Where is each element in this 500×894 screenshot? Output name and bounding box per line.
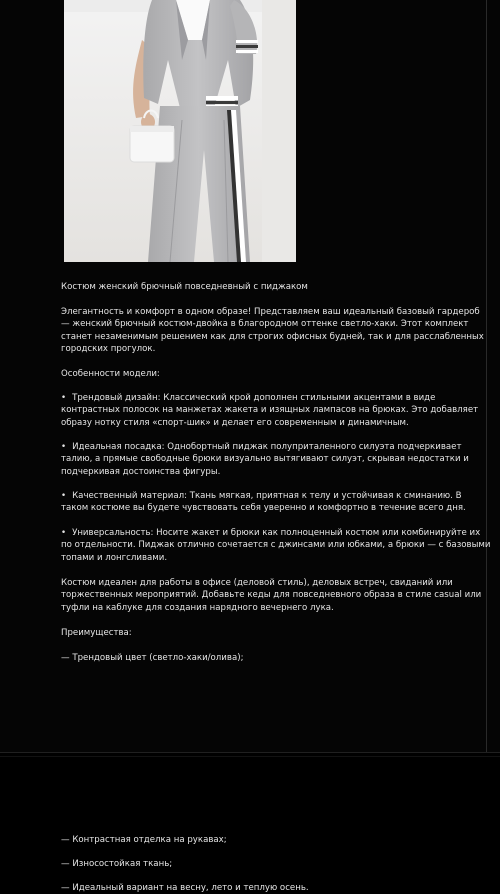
bullet-icon: • (61, 491, 67, 501)
usage-paragraph: Костюм идеален для работы в офисе (деловой стиль), деловых встреч, свиданий или торжественных мероприятий. Добавьте кеды для повседневного образа в стиле casual или туфли на каблуке для создания нарядного вечернего лука. (61, 578, 482, 613)
feature-text: Трендовый дизайн: Классический крой дополнен стильными акцентами в виде контрастных полосок на манжетах жакета и изящных лампасов на брюках. Это добавляет образу нотку стиля «спорт-шик» и делает его современным и динамичным. (61, 393, 479, 428)
feature-text: Качественный материал: Ткань мягкая, приятная к телу и устойчивая к сминанию. В таком костюме вы будете чувствовать себя уверенно и комфортно в течение всего дня. (61, 491, 466, 514)
divider (0, 752, 500, 753)
feature-text: Идеальная посадка: Однобортный пиджак полуприталенного силуэта подчеркивает талию, а прямые свободные брюки визуально вытягивают силуэт, скрывая недостатки и подчеркивая достоинства фигуры. (61, 442, 469, 477)
divider (0, 756, 500, 757)
feature-item (61, 527, 491, 564)
product-title: Костюм женский брючный повседневный с пиджаком (61, 282, 308, 292)
bullet-icon: • (61, 393, 67, 403)
intro-paragraph: Элегантность и комфорт в одном образе! Представляем ваш идеальный базовый гардероб — женский брючный костюм-двойка в благородном оттенке светло-хаки. Этот комплект станет незаменимым решением как для строгих офисных будней, так и для расслабленных городских прогулок. (61, 307, 484, 355)
feature-item (61, 490, 491, 515)
feature-item (61, 441, 491, 478)
bullet-icon: • (61, 528, 67, 538)
suit-photo-icon (64, 0, 296, 262)
advantages-heading: Преимущества: (61, 628, 132, 638)
advantage-item: — Износостойкая ткань; (61, 859, 173, 869)
advantage-item: — Контрастная отделка на рукавах; (61, 835, 227, 845)
advantage-item: — Идеальный вариант на весну, лето и теплую осень. (61, 883, 309, 893)
feature-item (61, 392, 491, 429)
bullet-icon: • (61, 442, 67, 452)
product-photo (64, 0, 296, 262)
features-heading: Особенности модели: (61, 369, 160, 379)
advantage-item: — Трендовый цвет (светло-хаки/олива); (61, 653, 244, 663)
feature-text: Универсальность: Носите жакет и брюки как полноценный костюм или комбинируйте их по отдельности. Пиджак отлично сочетается с джинсами или юбками, а брюки — с базовыми топами и лонгсливами. (61, 528, 491, 563)
